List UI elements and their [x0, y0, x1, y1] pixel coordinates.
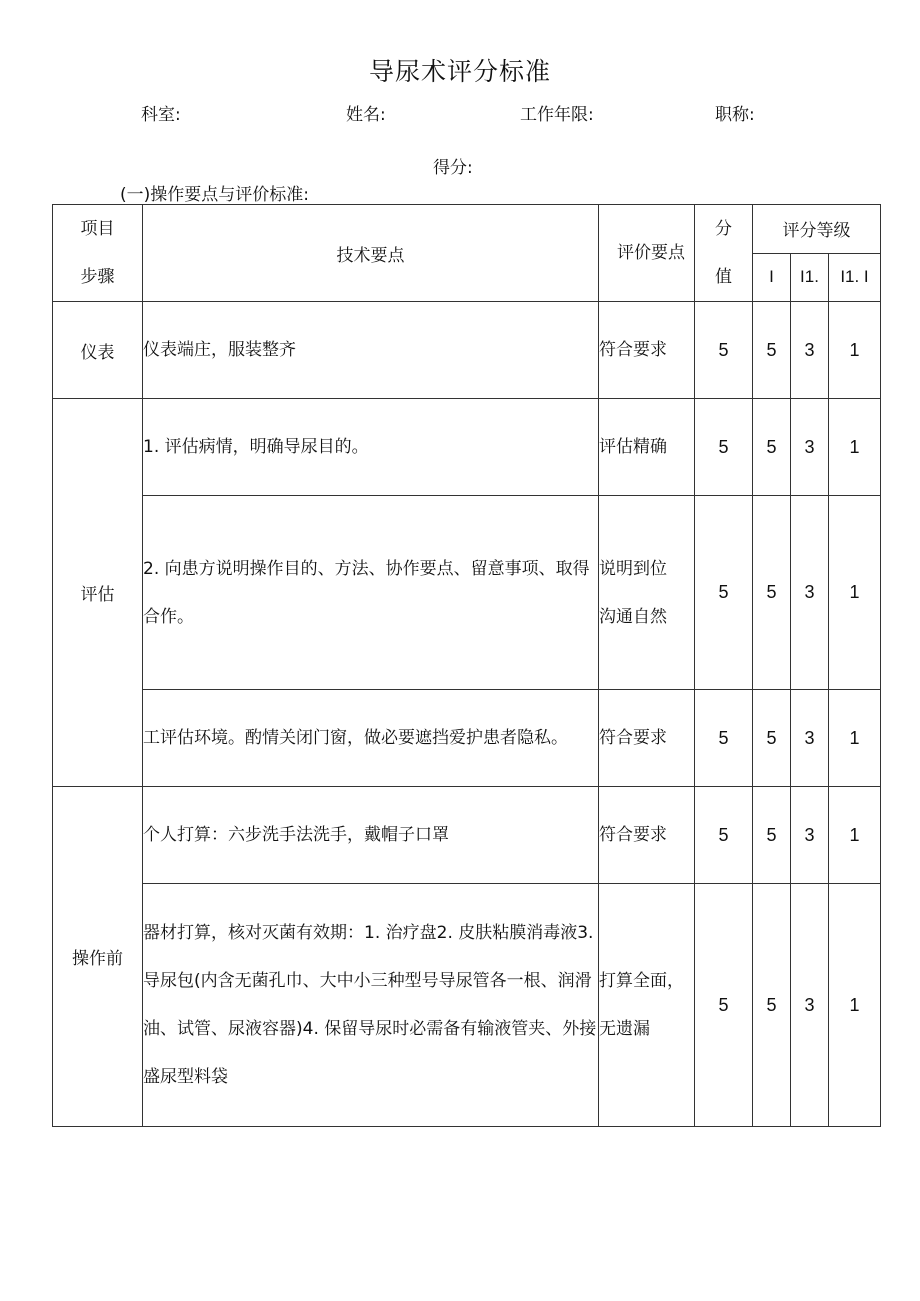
tech-cell: 2. 向患方说明操作目的、方法、协作要点、留意事项、取得合作。 [143, 496, 599, 690]
points-cell: 5 [695, 884, 753, 1127]
step-cell: 操作前 [53, 787, 143, 1127]
header-step: 项目 步骤 [53, 205, 143, 302]
eval-cell: 说明到位 沟通自然 [599, 496, 695, 690]
table-row [53, 302, 881, 399]
rank-field: 职称: [715, 105, 755, 125]
points-cell: 5 [695, 302, 753, 399]
step-cell: 仪表 [53, 302, 143, 399]
name-field: 姓名: [346, 105, 386, 125]
points-cell: 5 [695, 399, 753, 496]
grade-2-cell: 3 [791, 399, 829, 496]
grade-col-3: I1. I [829, 253, 881, 302]
score-field: 得分: [433, 158, 473, 178]
header-row [53, 205, 881, 254]
page-title: 导尿术评分标准 [368, 57, 551, 86]
tech-cell: 仪表端庄，服装整齐 [143, 302, 599, 399]
grade-3-cell: 1 [829, 399, 881, 496]
tech-cell: 器材打算，核对灭菌有效期：1. 治疗盘2. 皮肤粘膜消毒液3. 导尿包(内含无菌孔巾、大中小三种型号导尿管各一根、润滑油、试管、尿液容器)4. 保留导尿时必需备有输液管夹、外接盛尿型料袋 [143, 884, 599, 1127]
grade-1-cell: 5 [753, 787, 791, 884]
points-cell: 5 [695, 787, 753, 884]
tech-cell: 个人打算：六步洗手法洗手，戴帽子口罩 [143, 787, 599, 884]
years-field: 工作年限: [520, 105, 594, 125]
grade-3-cell: 1 [829, 787, 881, 884]
grade-1-cell: 5 [753, 690, 791, 787]
table-row [53, 787, 881, 884]
grade-2-cell: 3 [791, 884, 829, 1127]
grade-3-cell: 1 [829, 496, 881, 690]
table-row [53, 496, 881, 690]
eval-cell: 评估精确 [599, 399, 695, 496]
grade-col-2: I1. [791, 253, 829, 302]
grade-3-cell: 1 [829, 884, 881, 1127]
grade-1-cell: 5 [753, 496, 791, 690]
table-row [53, 399, 881, 496]
grade-1-cell: 5 [753, 884, 791, 1127]
grade-2-cell: 3 [791, 496, 829, 690]
grade-1-cell: 5 [753, 302, 791, 399]
header-grade: 评分等级 [753, 205, 881, 254]
grade-1-cell: 5 [753, 399, 791, 496]
tech-cell: 工评估环境。酌情关闭门窗，做必要遮挡爱护患者隐私。 [143, 690, 599, 787]
eval-cell: 符合要求 [599, 787, 695, 884]
grade-3-cell: 1 [829, 302, 881, 399]
header-points: 分值 [695, 205, 753, 302]
eval-cell: 符合要求 [599, 302, 695, 399]
grade-3-cell: 1 [829, 690, 881, 787]
dept-field: 科室: [141, 105, 181, 125]
table-row [53, 884, 881, 1127]
grade-2-cell: 3 [791, 787, 829, 884]
section-title: (一)操作要点与评价标准: [120, 185, 309, 205]
grade-2-cell: 3 [791, 302, 829, 399]
points-cell: 5 [695, 690, 753, 787]
scoring-table [52, 204, 881, 1127]
grade-2-cell: 3 [791, 690, 829, 787]
table-row [53, 690, 881, 787]
eval-cell: 打算全面，无遗漏 [599, 884, 695, 1127]
tech-cell: 1. 评估病情，明确导尿目的。 [143, 399, 599, 496]
eval-cell: 符合要求 [599, 690, 695, 787]
grade-col-1: I [753, 253, 791, 302]
step-cell: 评估 [53, 399, 143, 787]
header-tech: 技术要点 [143, 205, 599, 302]
header-eval: 评价要点 [599, 205, 695, 302]
points-cell: 5 [695, 496, 753, 690]
